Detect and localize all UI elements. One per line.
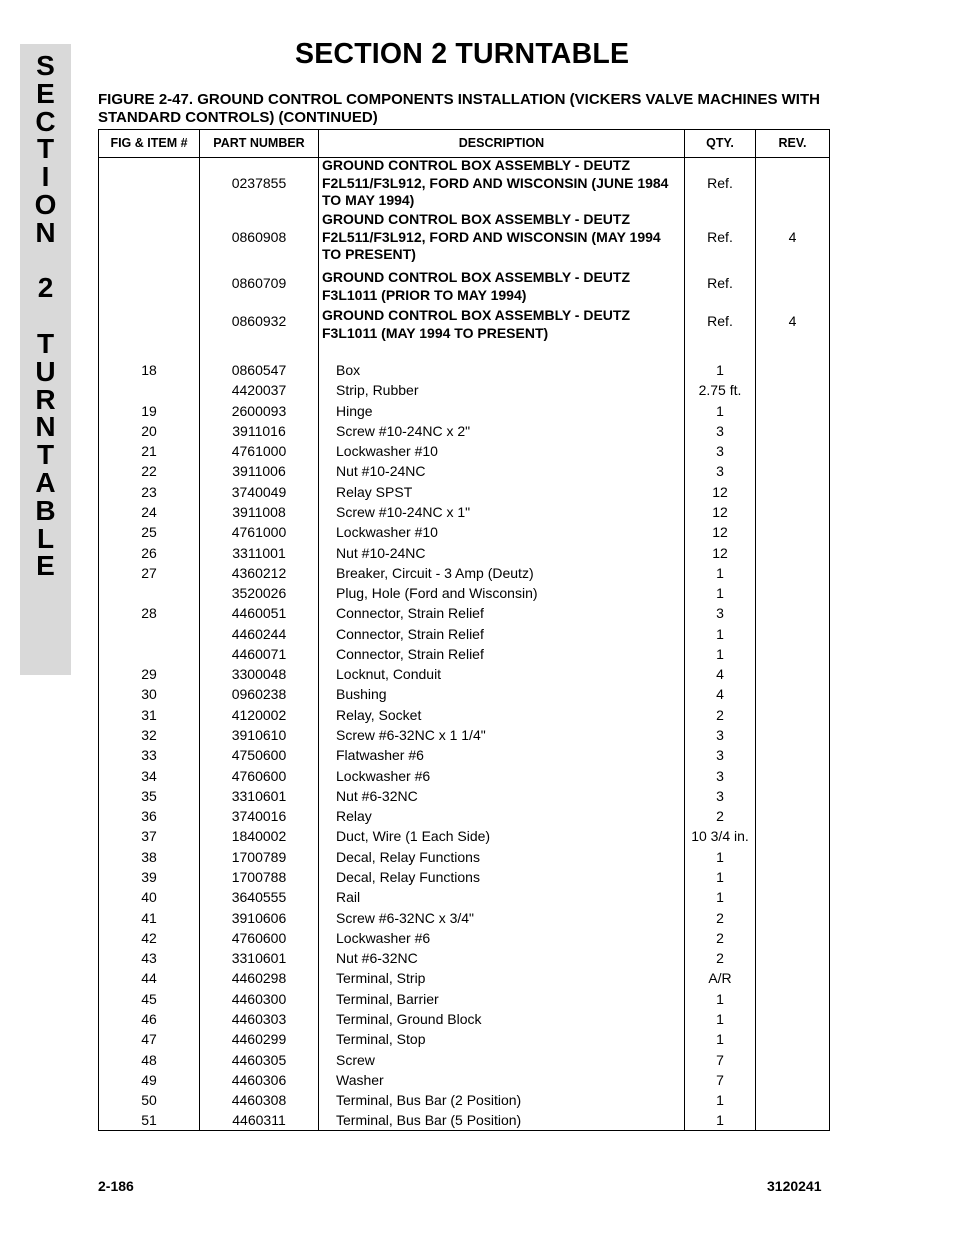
row-part-number: 1700789 [231,849,287,865]
row-qty: A/R [708,970,732,986]
row-fig-item: 20 [141,423,157,439]
row-description: Bushing [336,686,387,702]
row-qty: 1 [716,1112,724,1128]
row-qty: 1 [716,565,724,581]
side-tab-letter [20,247,71,275]
row-description: Locknut, Conduit [336,666,442,682]
row-description: Relay [336,808,372,824]
row-qty: 1 [716,362,724,378]
row-fig-item: 46 [141,1011,157,1027]
header-description: DESCRIPTION [458,136,545,150]
header-rev: REV. [778,136,807,150]
side-tab-letter: A [35,466,56,498]
row-part-number: 4460244 [231,626,287,642]
assembly-rev: 4 [788,229,797,245]
row-description: Terminal, Ground Block [336,1011,482,1027]
row-qty: 2 [716,950,724,966]
assembly-part-number: 0237855 [231,175,287,191]
figure-caption: FIGURE 2-47. GROUND CONTROL COMPONENTS INSTALLATION (VICKERS VALVE MACHINES WITH STANDARD CONTROLS) (CONTINUED) [98,91,820,126]
column-divider [755,130,756,1130]
row-part-number: 4750600 [231,747,287,763]
row-description: Washer [336,1072,384,1088]
assembly-part-number: 0860932 [231,313,287,329]
row-qty: 1 [716,1031,724,1047]
row-part-number: 1840002 [231,828,287,844]
row-part-number: 4420037 [231,382,287,398]
row-part-number: 3300048 [231,666,287,682]
row-part-number: 4760600 [231,768,287,784]
row-description: Screw #6-32NC x 1 1/4" [336,727,486,743]
row-qty: 3 [716,443,724,459]
row-part-number: 4761000 [231,443,287,459]
row-fig-item: 21 [141,443,157,459]
row-qty: 2 [716,808,724,824]
row-part-number: 3311001 [232,545,286,561]
table-header [99,130,829,158]
row-part-number: 3911006 [232,463,286,479]
row-qty: 10 3/4 in. [691,828,749,844]
row-qty: 3 [716,423,724,439]
row-fig-item: 32 [141,727,157,743]
row-part-number: 4460311 [232,1112,286,1128]
side-tab-letter: R [35,383,56,415]
row-description: Breaker, Circuit - 3 Amp (Deutz) [336,565,534,581]
row-part-number: 1700788 [231,869,287,885]
row-description: Connector, Strain Relief [336,626,484,642]
row-part-number: 3910610 [231,727,287,743]
row-fig-item: 19 [141,403,157,419]
row-qty: 1 [716,889,724,905]
row-qty: 7 [716,1052,724,1068]
side-tab-letter: U [35,355,56,387]
side-tab-letter: T [36,327,55,359]
row-qty: 1 [716,626,724,642]
row-fig-item: 44 [141,970,157,986]
side-tab-letter: E [36,550,55,582]
row-fig-item: 33 [141,747,157,763]
row-part-number: 2600093 [231,403,287,419]
row-description: Nut #6-32NC [336,950,418,966]
side-tab-letter: S [36,50,55,81]
row-part-number: 4460299 [231,1031,287,1047]
header-qty: QTY. [706,136,734,150]
row-fig-item: 48 [141,1052,157,1068]
row-part-number: 4460308 [231,1092,287,1108]
page-number: 2-186 [98,1178,134,1194]
row-fig-item: 36 [141,808,157,824]
row-qty: 3 [716,463,724,479]
row-qty: 12 [712,524,728,540]
row-qty: 12 [712,504,728,520]
assembly-part-number: 0860908 [231,229,287,245]
row-part-number: 3740016 [231,808,287,824]
row-fig-item: 47 [141,1031,157,1047]
row-fig-item: 43 [141,950,157,966]
row-part-number: 4460305 [231,1052,287,1068]
row-description: Nut #10-24NC [336,545,426,561]
row-description: Lockwasher #10 [336,443,438,459]
parts-table [98,129,830,1131]
section-title: SECTION 2 TURNTABLE [295,38,630,70]
row-description: Screw [336,1052,375,1068]
row-part-number: 0960238 [231,686,287,702]
row-qty: 1 [716,849,724,865]
row-fig-item: 41 [141,910,157,926]
row-fig-item: 42 [141,930,157,946]
assembly-qty: Ref. [707,229,733,245]
side-tab-letters [20,52,71,580]
side-tab-letter: E [36,77,55,109]
row-qty: 1 [716,646,724,662]
row-qty: 1 [716,1092,724,1108]
assembly-qty: Ref. [707,313,733,329]
row-description: Nut #6-32NC [336,788,418,804]
side-tab-letter: T [36,133,55,165]
row-qty: 12 [712,484,728,500]
row-qty: 1 [716,403,724,419]
side-tab-letter: I [41,161,50,193]
row-fig-item: 31 [141,707,157,723]
row-part-number: 4120002 [231,707,287,723]
row-qty: 3 [716,747,724,763]
row-part-number: 4761000 [231,524,287,540]
row-fig-item: 27 [141,565,157,581]
row-qty: 3 [716,788,724,804]
row-description: Lockwasher #10 [336,524,438,540]
row-fig-item: 29 [141,666,157,682]
row-fig-item: 40 [141,889,157,905]
row-description: Relay SPST [336,484,413,500]
side-tab-letter: N [35,216,56,248]
row-fig-item: 49 [141,1072,157,1088]
column-divider [318,130,319,1130]
side-tab-letter [20,302,71,330]
row-description: Screw #6-32NC x 3/4" [336,910,475,926]
row-fig-item: 38 [141,849,157,865]
side-tab-letter: 2 [37,272,54,304]
side-tab-letter: C [35,105,56,137]
row-fig-item: 50 [141,1092,157,1108]
row-qty: 1 [716,585,724,601]
assembly-description: GROUND CONTROL BOX ASSEMBLY - DEUTZ F3L1011 (MAY 1994 TO PRESENT) [322,307,631,341]
row-description: Terminal, Bus Bar (2 Position) [336,1092,522,1108]
assembly-description: GROUND CONTROL BOX ASSEMBLY - DEUTZ F2L511/F3L912, FORD AND WISCONSIN (JUNE 1984 TO MAY 1994) [322,157,669,208]
row-qty: 3 [716,727,724,743]
row-qty: 12 [712,545,728,561]
row-description: Connector, Strain Relief [336,605,484,621]
row-fig-item: 34 [141,768,157,784]
row-description: Terminal, Barrier [336,991,439,1007]
row-part-number: 4460071 [231,646,287,662]
row-part-number: 4360212 [231,565,287,581]
row-description: Flatwasher #6 [336,747,424,763]
row-fig-item: 18 [141,362,157,378]
row-qty: 7 [716,1072,724,1088]
side-tab-letter: B [35,494,56,526]
row-part-number: 4460300 [231,991,287,1007]
row-part-number: 3911008 [232,504,286,520]
row-description: Decal, Relay Functions [336,849,480,865]
row-description: Relay, Socket [336,707,422,723]
row-qty: 1 [716,991,724,1007]
row-part-number: 4460051 [231,605,287,621]
row-part-number: 3740049 [231,484,287,500]
row-description: Box [336,362,361,378]
row-description: Decal, Relay Functions [336,869,480,885]
row-part-number: 3911016 [232,423,286,439]
assembly-qty: Ref. [707,175,733,191]
side-tab-letter: O [34,188,57,220]
row-fig-item: 23 [141,484,157,500]
row-description: Terminal, Strip [336,970,426,986]
row-qty: 4 [716,666,724,682]
row-description: Duct, Wire (1 Each Side) [336,828,491,844]
row-description: Lockwasher #6 [336,930,431,946]
row-description: Nut #10-24NC [336,463,426,479]
row-fig-item: 25 [141,524,157,540]
row-qty: 3 [716,768,724,784]
row-part-number: 4460303 [231,1011,287,1027]
row-part-number: 4460298 [231,970,287,986]
header-part-number: PART NUMBER [213,136,305,150]
row-part-number: 3520026 [231,585,287,601]
row-part-number: 0860547 [231,362,287,378]
row-fig-item: 51 [141,1112,157,1128]
row-description: Terminal, Bus Bar (5 Position) [336,1112,522,1128]
document-number: 3120241 [767,1178,822,1194]
row-qty: 3 [716,605,724,621]
side-tab-letter: T [36,439,55,471]
assembly-qty: Ref. [707,275,733,291]
row-fig-item: 30 [141,686,157,702]
row-qty: 2 [716,910,724,926]
row-fig-item: 26 [141,545,157,561]
side-tab-letter: N [35,411,56,443]
row-fig-item: 28 [141,605,157,621]
header-fig-item: FIG & ITEM # [110,136,188,150]
row-qty: 1 [716,1011,724,1027]
row-description: Hinge [336,403,373,419]
row-description: Lockwasher #6 [336,768,431,784]
row-part-number: 3640555 [231,889,287,905]
row-part-number: 3910606 [231,910,287,926]
row-qty: 1 [716,869,724,885]
row-description: Terminal, Stop [336,1031,426,1047]
assembly-description: GROUND CONTROL BOX ASSEMBLY - DEUTZ F3L1011 (PRIOR TO MAY 1994) [322,269,631,303]
row-fig-item: 39 [141,869,157,885]
section-side-tab [20,44,71,675]
row-part-number: 3310601 [231,950,287,966]
assembly-part-number: 0860709 [231,275,287,291]
row-fig-item: 45 [141,991,157,1007]
row-part-number: 3310601 [231,788,287,804]
row-fig-item: 22 [141,463,157,479]
row-description: Strip, Rubber [336,382,419,398]
assembly-description: GROUND CONTROL BOX ASSEMBLY - DEUTZ F2L511/F3L912, FORD AND WISCONSIN (MAY 1994 TO PRESENT) [322,211,661,262]
row-description: Plug, Hole (Ford and Wisconsin) [336,585,538,601]
row-fig-item: 24 [141,504,157,520]
row-qty: 2.75 ft. [698,382,742,398]
row-description: Rail [336,889,361,905]
row-description: Screw #10-24NC x 2" [336,423,471,439]
row-fig-item: 37 [141,828,157,844]
row-qty: 2 [716,707,724,723]
row-part-number: 4760600 [231,930,287,946]
assembly-rev: 4 [788,313,797,329]
row-qty: 2 [716,930,724,946]
row-part-number: 4460306 [231,1072,287,1088]
row-qty: 4 [716,686,724,702]
row-description: Connector, Strain Relief [336,646,484,662]
row-fig-item: 35 [141,788,157,804]
side-tab-letter: L [36,522,55,554]
row-description: Screw #10-24NC x 1" [336,504,471,520]
